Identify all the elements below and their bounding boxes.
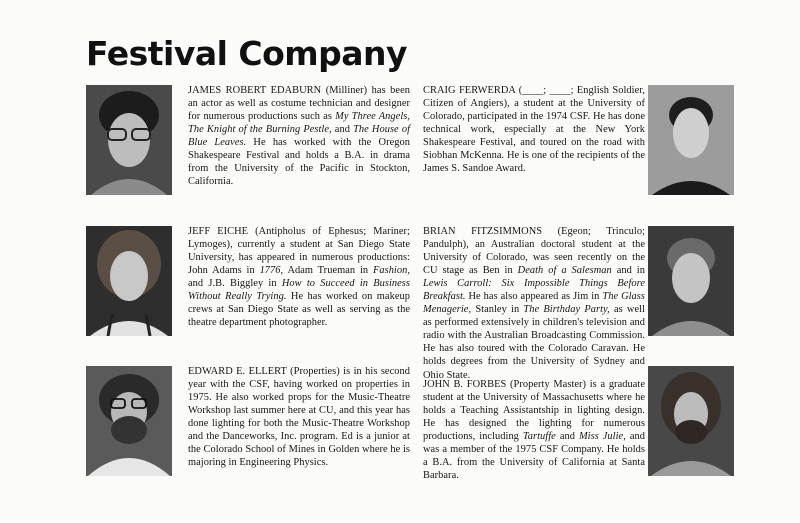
bio-fitzsimmons-text: Lewis Carroll: Six Impossible Things Before Breakfast.	[423, 278, 645, 303]
bio-forbes-text: Tartuffe	[522, 431, 556, 443]
bio-edaburn-text: He has worked with the Oregon Shakespeare Festival and holds a B.A. in drama from the University of the Pacific in Stockton, California.	[188, 137, 410, 188]
bio-ellert	[188, 365, 410, 469]
portrait-forbes-icon	[648, 366, 734, 476]
bio-edaburn-text: and	[331, 124, 354, 136]
bio-edaburn-text: The House of Blue Leaves.	[188, 124, 411, 149]
bio-eiche-text: and J.B. Biggley in	[188, 278, 282, 290]
bio-forbes-text: Miss Julie,	[578, 431, 626, 443]
photo-ellert	[86, 366, 172, 476]
bio-fitzsimmons	[423, 225, 645, 382]
bio-ferwerda-text: CRAIG FERWERDA (____; ____; English Soldier, Citizen of Angiers), a student at the University of Colorado, participated in the 1974 CSF. He has done technical work, especially at the New York Shakespeare Festival, and toured on the road with Siobhan McKenna. He is one of the recipients of the James S. Sandoe Award.	[423, 85, 645, 175]
bio-fitzsimmons-text: Stanley in	[471, 304, 524, 316]
bio-forbes	[423, 378, 645, 482]
bio-edaburn-text: JAMES ROBERT EDABURN (Milliner) has been an actor as well as costume technician and designer for numerous productions such as	[188, 85, 410, 123]
bio-fitzsimmons-text: Death of a Salesman	[517, 265, 612, 277]
photo-forbes	[648, 366, 734, 476]
bio-ellert-text: EDWARD E. ELLERT (Properties) is in his second year with the CSF, having worked on properties in 1975. He also worked props for the Music-Theatre Workshop last summer here at CU, and this year has done lighting for both the Music-Theatre Workshop and the Danceworks, Inc. program. Ed is a junior at the Colorado School of Mines in Golden where he is majoring in Engineering Physics.	[188, 366, 410, 469]
bio-fitzsimmons-text: The Glass Menagerie,	[423, 291, 645, 316]
photo-fitzsimmons	[648, 226, 734, 336]
bio-fitzsimmons-text: as well as performed extensively in children's television and radio with the Australian Broadcasting Commission. He has also toured with the Colorado Caravan. He holds degrees from the University of Sydney and Ohio State.	[423, 304, 646, 381]
bio-fitzsimmons-text: BRIAN FITZSIMMONS (Egeon; Trinculo; Pandulph), an Australian doctoral student at the University of Colorado, was seen recently on the CU stage as Ben in	[423, 226, 645, 277]
bio-fitzsimmons-text: The Birthday Party,	[523, 304, 610, 316]
bio-eiche-text: Fashion,	[372, 265, 411, 277]
bio-edaburn-text: My Three Angels, The Knight of the Burning Pestle,	[188, 111, 411, 136]
portrait-ellert-icon	[86, 366, 172, 476]
photo-ferwerda	[648, 85, 734, 195]
page-title: Festival Company	[86, 34, 408, 73]
bio-eiche-text: He has worked on makeup crews at San Diego State as well as serving as the theatre department photographer.	[188, 291, 410, 329]
bio-forbes-text: and	[555, 431, 579, 443]
portrait-eiche-icon	[86, 226, 172, 336]
portrait-fitzsimmons-icon	[648, 226, 734, 336]
bio-eiche-text: JEFF EICHE (Antipholus of Ephesus; Mariner; Lymoges), currently a student at San Diego State University, has appeared in numerous productions: John Adams in	[188, 226, 410, 277]
bio-fitzsimmons-text: He has also appeared as Jim in	[465, 291, 603, 303]
portrait-edaburn-icon	[86, 85, 172, 195]
bio-forbes-text: JOHN B. FORBES (Property Master) is a graduate student at the University of Massachusetts where he holds a Teaching Assistantship in lighting design. He has designed the lighting for numerous productions, including	[423, 379, 645, 443]
bio-forbes-text: and was a member of the 1975 CSF Company. He holds a B.A. from the University of California at Santa Barbara.	[423, 431, 645, 482]
photo-edaburn	[86, 85, 172, 195]
bio-fitzsimmons-text: and in	[611, 265, 645, 277]
bio-eiche	[188, 225, 410, 329]
bio-eiche-text: How to Succeed in Business Without Really Trying.	[188, 278, 410, 303]
bio-eiche-text: Adam Trueman in	[283, 265, 373, 277]
bio-edaburn	[188, 84, 410, 188]
bio-ferwerda	[423, 84, 645, 175]
portrait-ferwerda-icon	[648, 85, 734, 195]
bio-eiche-text: 1776,	[259, 265, 284, 277]
photo-eiche	[86, 226, 172, 336]
